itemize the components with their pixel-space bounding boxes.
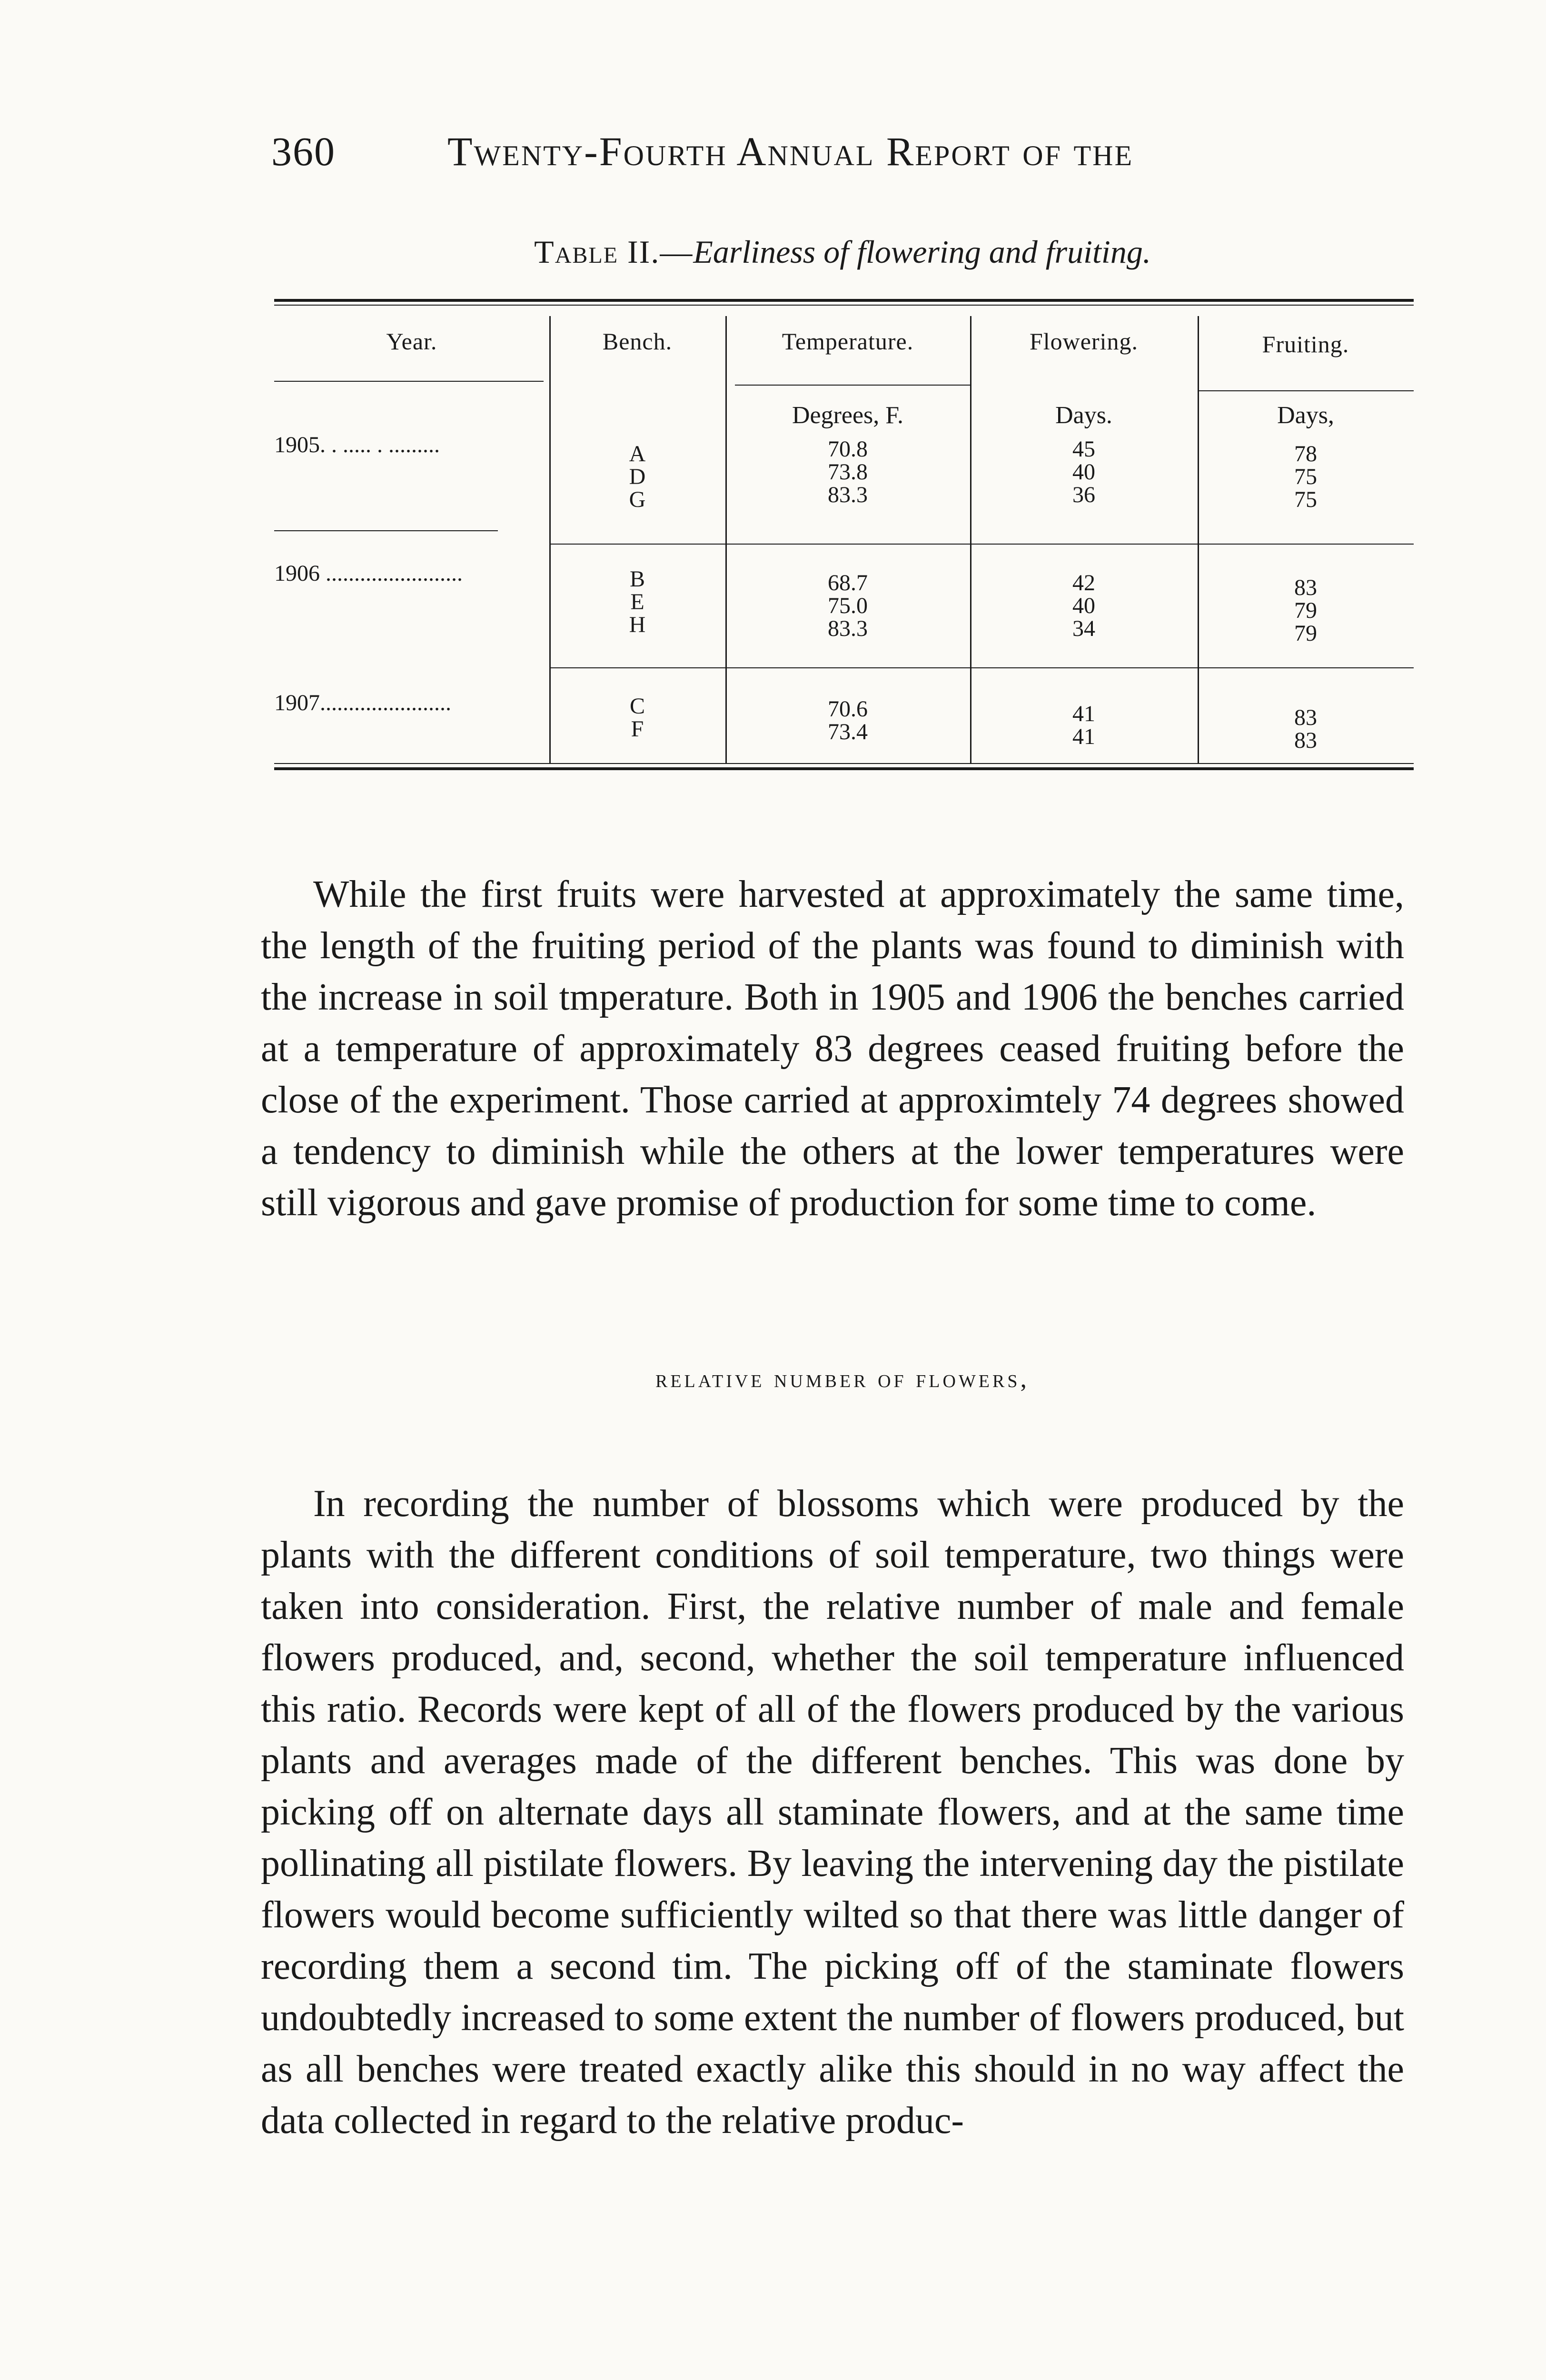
- flowering-cell: 36: [1072, 482, 1095, 507]
- page-number: 360: [271, 129, 336, 174]
- bench-cell: H: [629, 612, 646, 637]
- column-header-fruiting: Fruiting.: [1262, 331, 1349, 357]
- column-header-year: Year.: [386, 328, 437, 355]
- flowering-cell: 41: [1072, 701, 1095, 726]
- fruiting-cell: 83: [1294, 575, 1317, 600]
- group-rule: [549, 544, 1414, 545]
- fruiting-cell: 83: [1294, 728, 1317, 753]
- fruiting-cell: 83: [1294, 705, 1317, 730]
- fruiting-cell: 79: [1294, 598, 1317, 623]
- column-divider: [1198, 316, 1199, 764]
- temperature-cell: 73.8: [828, 459, 868, 485]
- year-1905: 1905. . ..... . .........: [274, 432, 440, 457]
- unit-fruiting: Days,: [1277, 402, 1334, 429]
- year-1907: 1907.......................: [274, 690, 451, 715]
- column-divider: [970, 316, 971, 764]
- flowering-cell: 42: [1072, 570, 1095, 595]
- temperature-cell: 75.0: [828, 593, 868, 618]
- unit-flowering: Days.: [1055, 402, 1112, 429]
- bench-cell: E: [630, 589, 644, 615]
- body-paragraph: While the first fruits were harvested at approximately the same time, the length of the fruiting period of the plants was found to diminish with the increase in soil tmperature. Both in 1905 and 1906 the benches carried at a temperature of approximately 83 degrees ceased fruiting before the close of the experiment. Those carried at approximtely 74 degrees showed a tendency to diminish while the others at the lower temperatures were still vigorous and gave promise of production for some time to come.: [261, 873, 1404, 1224]
- table-caption-title: Earliness of flowering and fruiting.: [693, 234, 1151, 270]
- group-rule: [274, 530, 498, 531]
- flowering-cell: 40: [1072, 593, 1095, 618]
- temperature-cell: 70.8: [828, 436, 868, 462]
- body-paragraph: In recording the number of blossoms which were produced by the plants with the different conditions of soil temperature, two things were taken into consideration. First, the relative number of male and female flowers produced, and, second, whether the soil temperature influenced this ratio. Records were kept of all of the flowers produced by the various plants and averages made of the different benches. This was done by picking off on alternate days all staminate flowers, and at the same time pollinating all pistilate flowers. By leaving the intervening day the pistilate flowers would become sufficiently wilted so that there was little danger of recording them a second tim. The picking off of the staminate flowers undoubtedly increased to some extent the number of flowers produced, but as all benches were treated exactly alike this should in no way affect the data collected in regard to the relative produc-: [261, 1483, 1404, 2142]
- header-rule: [274, 381, 544, 382]
- temperature-cell: 68.7: [828, 570, 868, 595]
- header-rule: [1198, 390, 1414, 391]
- table-caption: [271, 233, 1414, 271]
- year-1906: 1906 ........................: [274, 561, 463, 586]
- unit-temperature: Degrees, F.: [792, 402, 904, 429]
- column-header-bench: Bench.: [602, 328, 673, 355]
- table-bottom-rule: [274, 767, 1414, 770]
- table-bottom-rule-thin: [274, 763, 1414, 764]
- table-caption-label: Table II.—: [534, 234, 694, 270]
- table-top-rule: [274, 299, 1414, 302]
- fruiting-cell: 75: [1294, 487, 1317, 512]
- column-header-flowering: Flowering.: [1029, 328, 1139, 355]
- temperature-cell: 70.6: [828, 696, 868, 722]
- flowering-cell: 40: [1072, 459, 1095, 485]
- running-title: Twenty-Fourth Annual Report of the: [447, 129, 1134, 174]
- earliness-table: [274, 299, 1414, 773]
- header-rule: [735, 385, 970, 386]
- bench-cell: D: [629, 464, 646, 489]
- running-head: [271, 128, 1414, 175]
- section-heading: relative number of flowers,: [655, 1364, 1030, 1393]
- fruiting-cell: 75: [1294, 464, 1317, 489]
- bench-cell: C: [629, 694, 645, 719]
- table-top-rule-thin: [274, 305, 1414, 306]
- fruiting-cell: 79: [1294, 621, 1317, 646]
- flowering-cell: 34: [1072, 616, 1095, 641]
- column-header-temperature: Temperature.: [782, 328, 914, 355]
- fruiting-cell: 78: [1294, 441, 1317, 466]
- bench-cell: F: [631, 716, 644, 742]
- temperature-cell: 83.3: [828, 482, 868, 507]
- bench-cell: A: [629, 441, 646, 466]
- flowering-cell: 41: [1072, 724, 1095, 749]
- flowering-cell: 45: [1072, 436, 1095, 462]
- bench-cell: B: [629, 566, 645, 592]
- group-rule: [549, 667, 1414, 668]
- temperature-cell: 73.4: [828, 719, 868, 744]
- temperature-cell: 83.3: [828, 616, 868, 641]
- column-divider: [725, 316, 727, 764]
- bench-cell: G: [629, 487, 646, 512]
